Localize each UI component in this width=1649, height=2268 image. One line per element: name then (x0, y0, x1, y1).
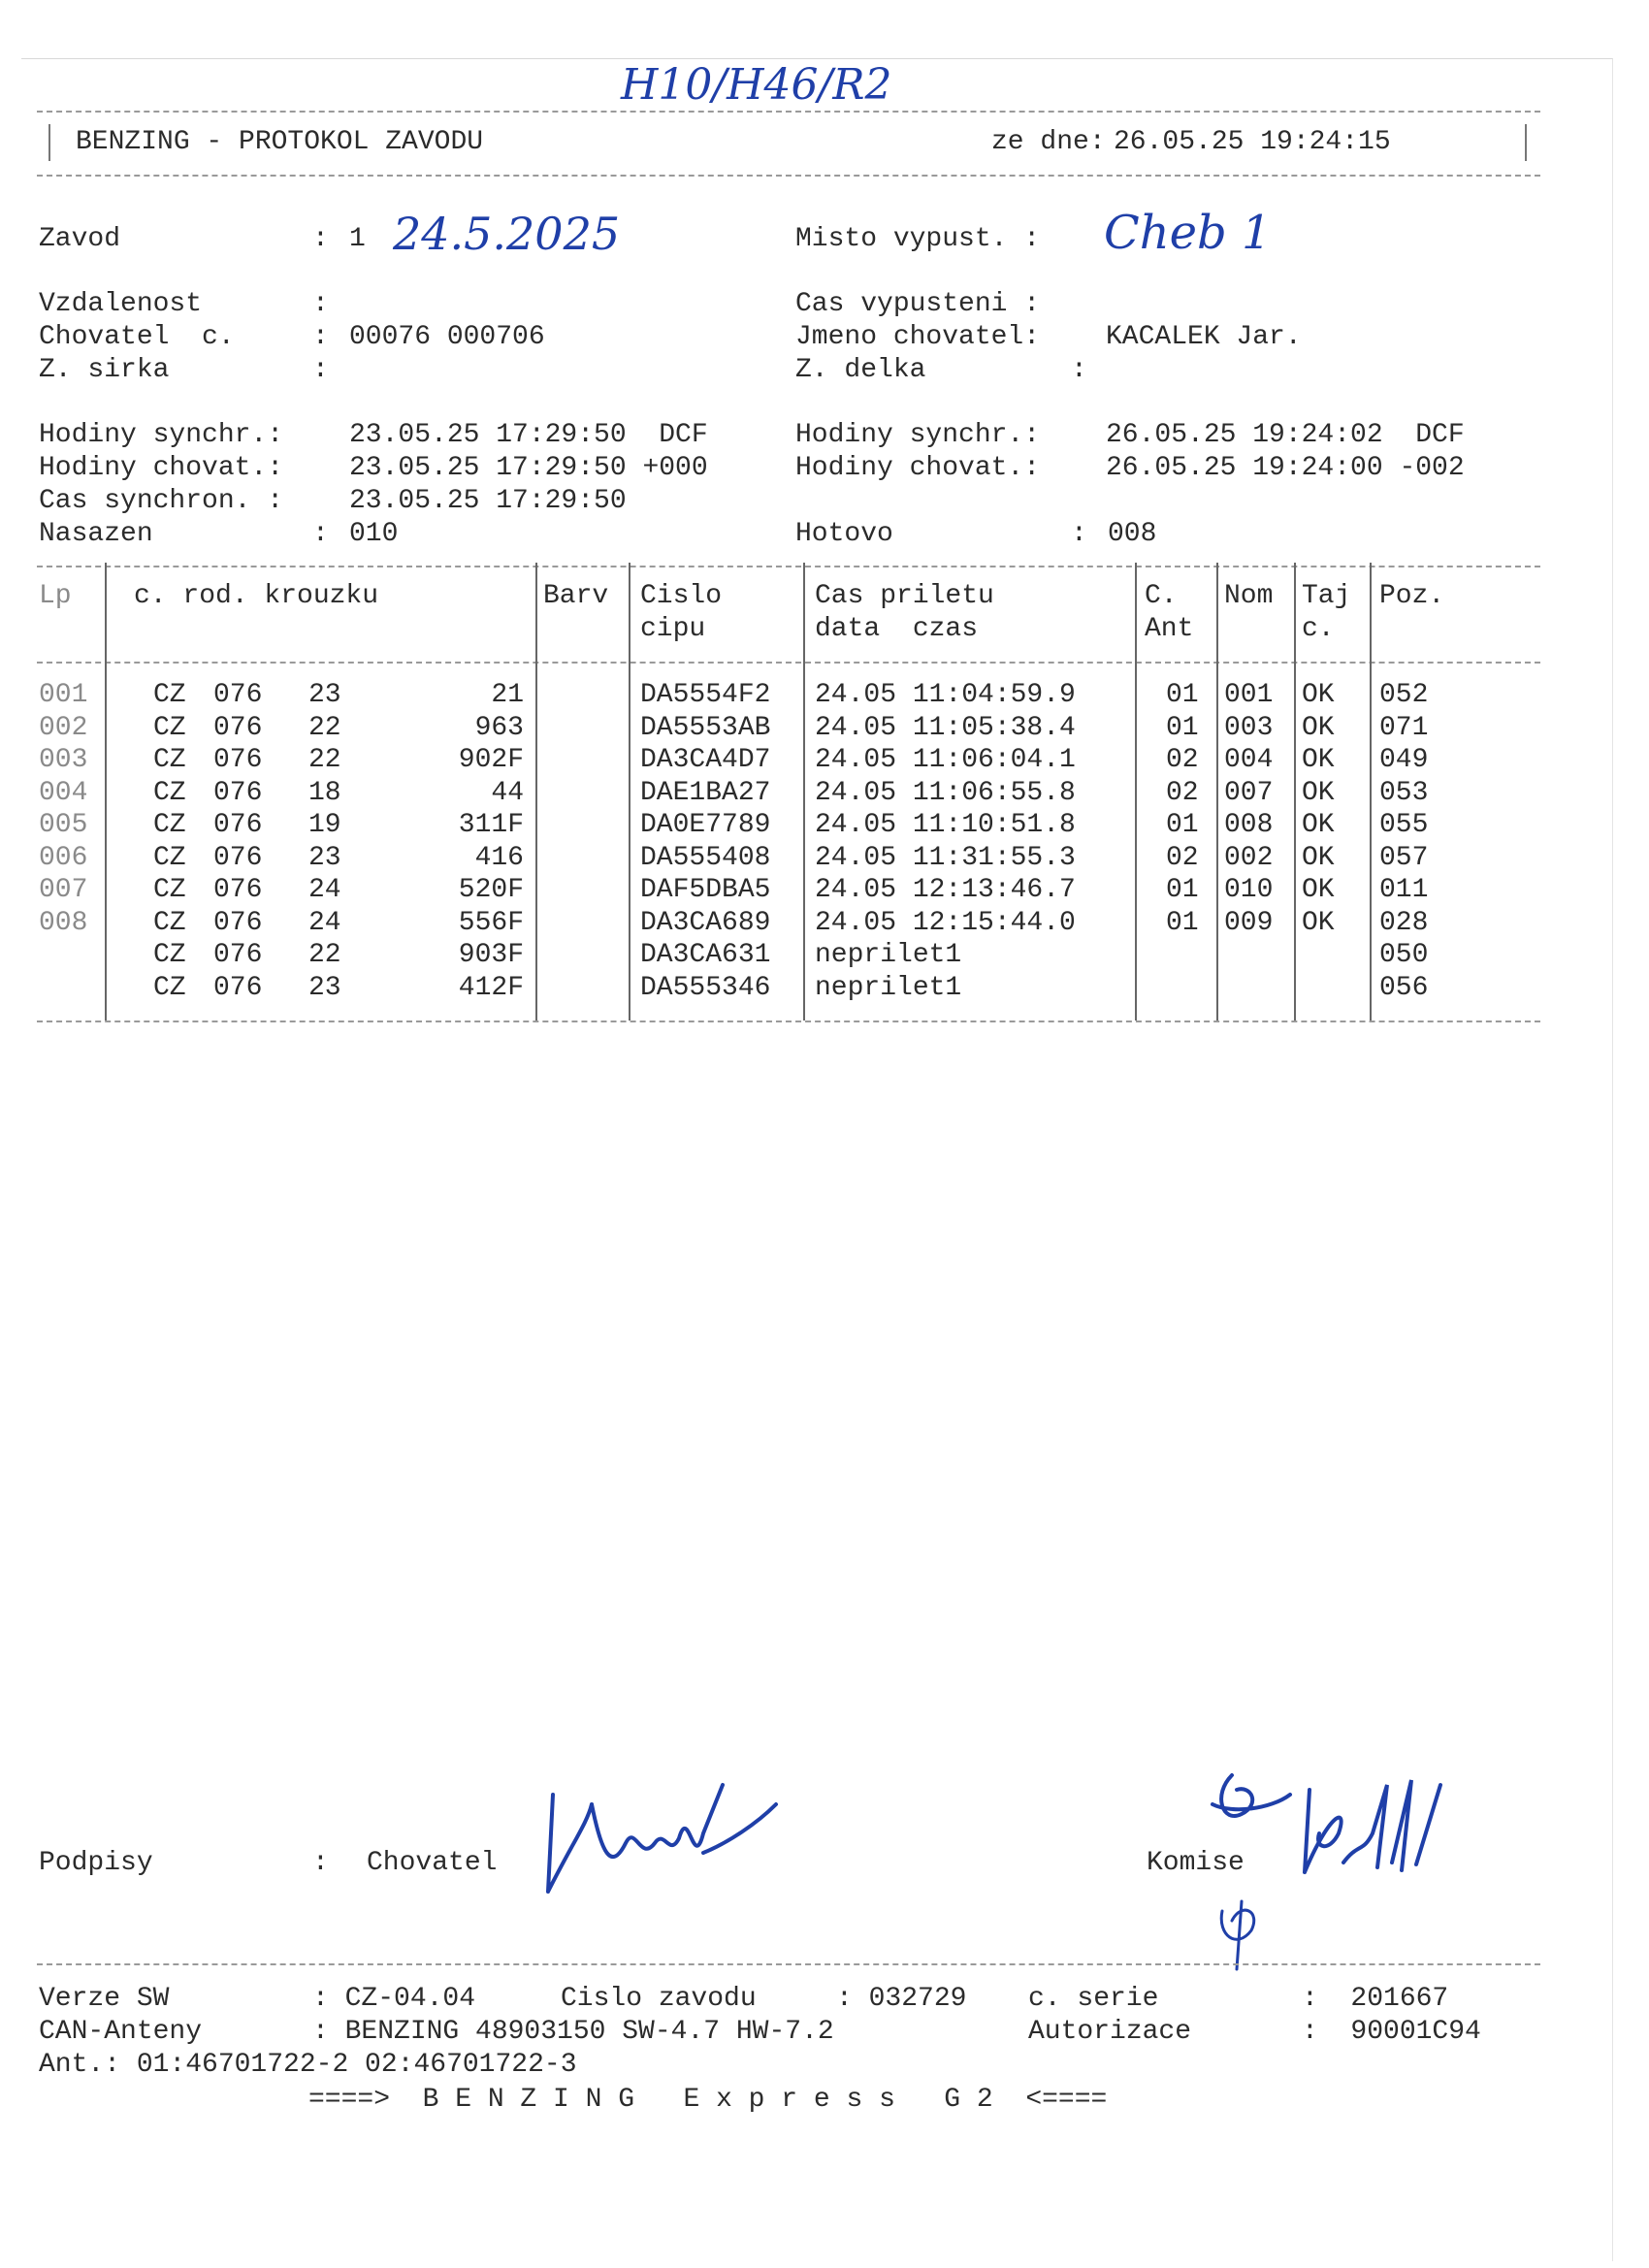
cell-arrival-time: 24.05 11:31:55.3 (815, 842, 1076, 873)
col-header-time-2: data czas (815, 614, 979, 644)
protocol-title: BENZING - PROTOKOL ZAVODU (76, 127, 484, 157)
cell-antenna: 01 (1166, 680, 1199, 710)
cell-ring-country: CZ (153, 972, 186, 1003)
can-label: CAN-Anteny (39, 2017, 203, 2047)
cell-nom: 001 (1224, 680, 1274, 710)
col-header-time-1: Cas priletu (815, 581, 994, 611)
cell-nom: 003 (1224, 712, 1274, 743)
cell-ring-club: 076 (213, 842, 263, 873)
cell-ring-country: CZ (153, 745, 186, 775)
cell-arrival-time: 24.05 12:13:46.7 (815, 875, 1076, 905)
cell-taj: OK (1302, 907, 1335, 938)
podpisy-sep: : (312, 1848, 329, 1878)
cell-ring-number: 963 (474, 712, 524, 743)
cell-ring-country: CZ (153, 940, 186, 970)
cell-ring-number: 412F (458, 972, 524, 1003)
cell-antenna: 01 (1166, 875, 1199, 905)
col-divider (105, 563, 107, 1021)
serie-label: c. serie (1028, 1984, 1159, 2014)
cell-nom: 010 (1224, 875, 1274, 905)
cell-chip-id: DA3CA689 (640, 907, 771, 938)
header-date-value: 26.05.25 19:24:15 (1114, 127, 1391, 157)
table-header-border (37, 662, 1540, 664)
cell-lp: 005 (39, 810, 88, 840)
nasazen-sep: : (312, 519, 329, 549)
cell-taj: OK (1302, 810, 1335, 840)
cell-position: 049 (1379, 745, 1429, 775)
cell-ring-country: CZ (153, 842, 186, 873)
sirka-label: Z. sirka (39, 355, 170, 385)
cell-chip-id: DA3CA631 (640, 940, 771, 970)
cell-nom: 008 (1224, 810, 1274, 840)
col-divider (535, 563, 537, 1021)
cell-ring-number: 903F (458, 940, 524, 970)
cell-position: 011 (1379, 875, 1429, 905)
cell-ring-club: 076 (213, 940, 263, 970)
col-header-ring: c. rod. krouzku (134, 581, 379, 611)
cell-lp: 001 (39, 680, 88, 710)
cell-taj: OK (1302, 777, 1335, 808)
misto-label: Misto vypust. : (795, 224, 1041, 254)
chovatel-sign-label: Chovatel (367, 1848, 498, 1878)
cell-ring-club: 076 (213, 907, 263, 938)
zavod-sep: : (312, 224, 329, 254)
cell-arrival-time: 24.05 11:10:51.8 (815, 810, 1076, 840)
antenna-line: Ant.: 01:46701722-2 02:46701722-3 (39, 2050, 577, 2080)
header-top-border (37, 111, 1540, 113)
cell-chip-id: DA0E7789 (640, 810, 771, 840)
cell-position: 057 (1379, 842, 1429, 873)
cell-ring-year: 23 (308, 842, 341, 873)
cell-ring-country: CZ (153, 680, 186, 710)
cell-chip-id: DA3CA4D7 (640, 745, 771, 775)
cell-nom: 002 (1224, 842, 1274, 873)
autorizace-label: Autorizace (1028, 2017, 1192, 2047)
cell-lp: 008 (39, 907, 88, 938)
col-header-chip-2: cipu (640, 614, 706, 644)
header-left-bar (48, 124, 50, 161)
delka-label: Z. delka (795, 355, 926, 385)
sync-right-2-label: Hodiny chovat.: (795, 453, 1041, 483)
cell-ring-number: 556F (458, 907, 524, 938)
cell-taj: OK (1302, 842, 1335, 873)
jmeno-value: KACALEK Jar. (1106, 322, 1302, 352)
serie-value: : 201667 (1302, 1984, 1449, 2014)
col-header-lp: Lp (39, 581, 72, 611)
header-bottom-border (37, 175, 1540, 177)
col-header-chip-1: Cislo (640, 581, 723, 611)
cell-ring-year: 22 (308, 712, 341, 743)
header-date-label: ze dne: (991, 127, 1106, 157)
cell-arrival-time: 24.05 11:06:04.1 (815, 745, 1076, 775)
cell-chip-id: DA5553AB (640, 712, 771, 743)
cell-lp: 004 (39, 777, 88, 808)
cell-lp: 003 (39, 745, 88, 775)
zavod-label: Zavod (39, 224, 121, 254)
sync-left-1-label: Hodiny synchr.: (39, 420, 284, 450)
cell-lp: 007 (39, 875, 88, 905)
verze-label: Verze SW (39, 1984, 170, 2014)
cell-antenna: 02 (1166, 745, 1199, 775)
cell-arrival-time: 24.05 12:15:44.0 (815, 907, 1076, 938)
col-divider (1294, 563, 1296, 1021)
cell-ring-number: 416 (474, 842, 524, 873)
cell-ring-club: 076 (213, 972, 263, 1003)
cell-arrival-time: 24.05 11:05:38.4 (815, 712, 1076, 743)
cell-position: 053 (1379, 777, 1429, 808)
cell-chip-id: DA555408 (640, 842, 771, 873)
cell-position: 028 (1379, 907, 1429, 938)
cell-taj: OK (1302, 745, 1335, 775)
jmeno-label: Jmeno chovatel: (795, 322, 1041, 352)
brand-line: ====> B E N Z I N G E x p r e s s G 2 <==== (308, 2085, 1108, 2115)
cell-position: 056 (1379, 972, 1429, 1003)
chovatel-value: 00076 000706 (349, 322, 545, 352)
table-top-border (37, 566, 1540, 567)
cell-lp: 002 (39, 712, 88, 743)
cell-arrival-time: 24.05 11:06:55.8 (815, 777, 1076, 808)
sync-left-2-value: 23.05.25 17:29:50 +000 (349, 453, 708, 483)
cell-ring-year: 19 (308, 810, 341, 840)
cell-chip-id: DAE1BA27 (640, 777, 771, 808)
zavod-value: 1 (349, 224, 366, 254)
nasazen-value: 010 (349, 519, 399, 549)
cell-nom: 009 (1224, 907, 1274, 938)
handwritten-release-place: Cheb 1 (1104, 206, 1272, 260)
cell-position: 052 (1379, 680, 1429, 710)
cell-ring-club: 076 (213, 712, 263, 743)
cell-ring-year: 24 (308, 875, 341, 905)
cell-ring-number: 44 (491, 777, 524, 808)
hotovo-value: 008 (1108, 519, 1157, 549)
cell-ring-year: 18 (308, 777, 341, 808)
col-divider (1135, 563, 1137, 1021)
cell-antenna: 01 (1166, 907, 1199, 938)
cell-antenna: 02 (1166, 842, 1199, 873)
podpisy-label: Podpisy (39, 1848, 153, 1878)
cell-ring-year: 23 (308, 972, 341, 1003)
col-header-poz: Poz. (1379, 581, 1445, 611)
komise-signature (1193, 1756, 1484, 1979)
sync-left-3-label: Cas synchron. : (39, 486, 284, 516)
cell-ring-number: 311F (458, 810, 524, 840)
col-header-taj-1: Taj (1302, 581, 1351, 611)
can-value: : BENZING 48903150 SW-4.7 HW-7.2 (312, 2017, 834, 2047)
cell-ring-club: 076 (213, 745, 263, 775)
sync-right-1-label: Hodiny synchr.: (795, 420, 1041, 450)
cell-ring-number: 902F (458, 745, 524, 775)
chovatel-signature (534, 1766, 786, 1911)
sync-left-1-value: 23.05.25 17:29:50 DCF (349, 420, 708, 450)
header-right-bar (1525, 124, 1527, 161)
nasazen-label: Nasazen (39, 519, 153, 549)
footer-border (37, 1963, 1540, 1965)
cell-lp: 006 (39, 842, 88, 873)
col-divider (1216, 563, 1218, 1021)
vzdalenost-sep: : (312, 289, 329, 319)
autorizace-value: : 90001C94 (1302, 2017, 1481, 2047)
cislo-zavodu-label: Cislo zavodu (561, 1984, 757, 2014)
cell-position: 055 (1379, 810, 1429, 840)
col-header-ant-1: C. (1145, 581, 1178, 611)
cell-arrival-time: neprilet1 (815, 940, 962, 970)
sirka-sep: : (312, 355, 329, 385)
col-header-ant-2: Ant (1145, 614, 1194, 644)
cell-nom: 004 (1224, 745, 1274, 775)
cell-ring-country: CZ (153, 712, 186, 743)
delka-sep: : (1071, 355, 1087, 385)
hotovo-sep: : (1071, 519, 1087, 549)
cell-position: 071 (1379, 712, 1429, 743)
cell-ring-year: 24 (308, 907, 341, 938)
cell-ring-club: 076 (213, 777, 263, 808)
hotovo-label: Hotovo (795, 519, 893, 549)
cislo-zavodu-value: : 032729 (836, 1984, 967, 2014)
cell-taj: OK (1302, 875, 1335, 905)
vzdalenost-label: Vzdalenost (39, 289, 203, 319)
cell-ring-country: CZ (153, 907, 186, 938)
table-bottom-border (37, 1021, 1540, 1022)
col-header-taj-2: c. (1302, 614, 1335, 644)
col-divider (629, 563, 630, 1021)
cell-chip-id: DAF5DBA5 (640, 875, 771, 905)
sync-right-2-value: 26.05.25 19:24:00 -002 (1106, 453, 1465, 483)
sync-left-3-value: 23.05.25 17:29:50 (349, 486, 627, 516)
handwritten-top-code: H10/H46/R2 (621, 60, 892, 110)
cell-chip-id: DA555346 (640, 972, 771, 1003)
cell-ring-club: 076 (213, 810, 263, 840)
cell-antenna: 01 (1166, 712, 1199, 743)
cell-ring-country: CZ (153, 875, 186, 905)
results-table (0, 563, 1649, 1028)
komise-sign-label: Komise (1147, 1848, 1245, 1878)
cell-chip-id: DA5554F2 (640, 680, 771, 710)
cell-nom: 007 (1224, 777, 1274, 808)
cell-ring-club: 076 (213, 680, 263, 710)
verze-value: : CZ-04.04 (312, 1984, 476, 2014)
col-divider (803, 563, 805, 1021)
cell-taj: OK (1302, 712, 1335, 743)
cell-position: 050 (1379, 940, 1429, 970)
cell-ring-year: 23 (308, 680, 341, 710)
cell-ring-number: 21 (491, 680, 524, 710)
cell-arrival-time: 24.05 11:04:59.9 (815, 680, 1076, 710)
handwritten-race-date: 24.5.2025 (393, 208, 621, 260)
sync-right-1-value: 26.05.25 19:24:02 DCF (1106, 420, 1465, 450)
cell-ring-country: CZ (153, 777, 186, 808)
chovatel-sep: : (312, 322, 329, 352)
cell-ring-club: 076 (213, 875, 263, 905)
cell-ring-year: 22 (308, 745, 341, 775)
col-header-nom: Nom (1224, 581, 1274, 611)
col-divider (1370, 563, 1372, 1021)
cell-taj: OK (1302, 680, 1335, 710)
cas-vypusteni-label: Cas vypusteni : (795, 289, 1041, 319)
cell-ring-country: CZ (153, 810, 186, 840)
cell-ring-number: 520F (458, 875, 524, 905)
col-header-barv: Barv (543, 581, 609, 611)
cell-ring-year: 22 (308, 940, 341, 970)
cell-antenna: 01 (1166, 810, 1199, 840)
cell-arrival-time: neprilet1 (815, 972, 962, 1003)
sync-left-2-label: Hodiny chovat.: (39, 453, 284, 483)
cell-antenna: 02 (1166, 777, 1199, 808)
chovatel-label: Chovatel c. (39, 322, 235, 352)
